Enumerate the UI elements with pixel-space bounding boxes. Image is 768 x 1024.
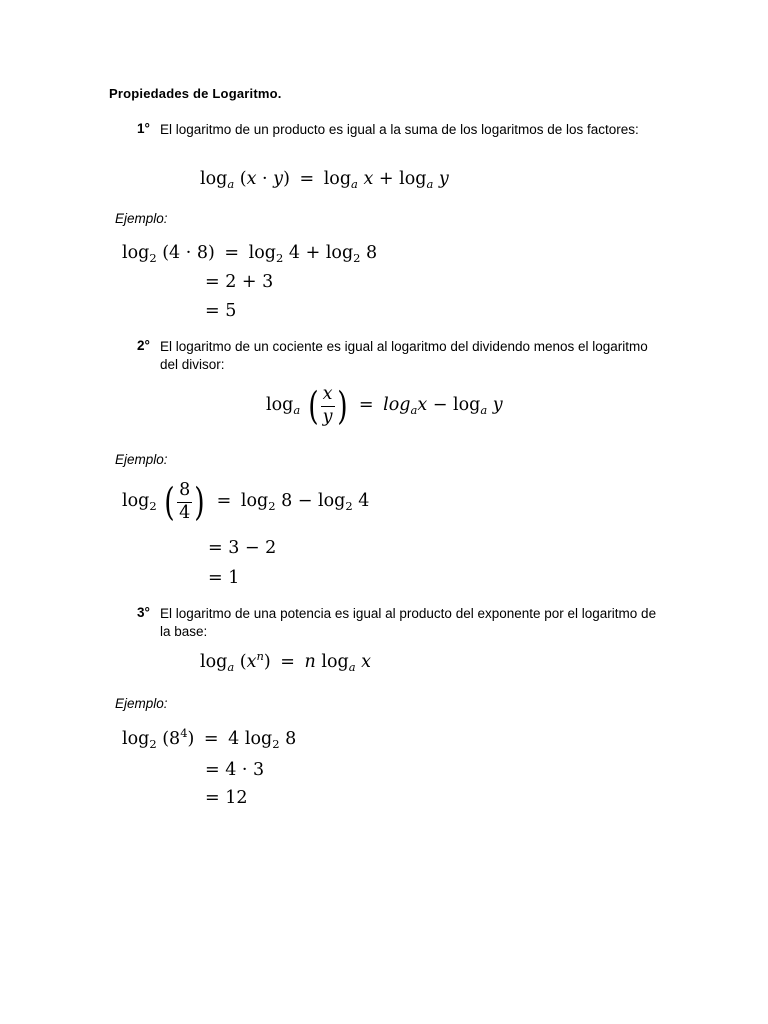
property-text-1: El logaritmo de un producto es igual a la suma de los logaritmos de los factores: [160, 122, 639, 137]
property-number-1: 1° [137, 121, 150, 136]
property-text-2: El logaritmo de un cociente es igual al logaritmo del dividendo menos el logaritmo del divisor: [160, 339, 648, 372]
example-2-line-3: = 1 [208, 568, 240, 588]
example-label-1: Ejemplo: [115, 211, 168, 226]
example-1-line-3: = 5 [205, 301, 237, 321]
example-1-line-2: = 2 + 3 [205, 272, 274, 292]
formula-quotient-rule: $\log_a$ ( $\frac{x}{y}$ ) = $\log_ax - \log_a y$ [266, 384, 503, 428]
property-number-2: 2° [137, 338, 150, 353]
page-title: Propiedades de Logaritmo. [109, 86, 282, 101]
property-text-3: El logaritmo de una potencia es igual al producto del exponente por el logaritmo de la base: [160, 606, 657, 639]
formula-power-rule: $\log_a (x^n) = n$ $\log_a x$ [200, 649, 372, 674]
example-1-line-1: $\log_2 (4 \cdot 8) = \log_2 4 + \log_2 8$ [122, 243, 378, 265]
example-3-line-3: = 12 [205, 788, 248, 808]
example-label-2: Ejemplo: [115, 452, 168, 467]
example-3-line-1: $\log_2 (8^4) = 4$ $\log_2 8$ [122, 726, 297, 751]
example-3-line-2: = 4 · 3 [205, 760, 265, 780]
example-label-3: Ejemplo: [115, 696, 168, 711]
example-2-line-1: $\log_2$ ( $\frac{8}{4}$ ) = $\log_2 8 - \log_2 4$ [122, 480, 370, 524]
property-number-3: 3° [137, 605, 150, 620]
example-2-line-2: = 3 − 2 [208, 538, 277, 558]
formula-product-rule: $\log_a (x \cdot y) = \log_a x + \log_a y$ [200, 169, 449, 191]
